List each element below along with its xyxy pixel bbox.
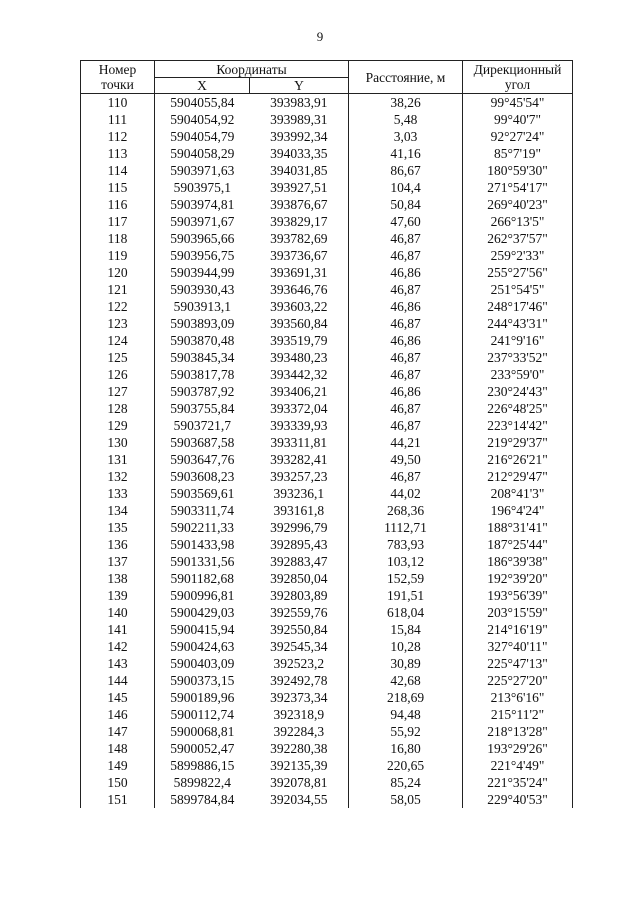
- bearing-cell: 266°13'5": [463, 213, 573, 230]
- distance-cell: 94,48: [349, 706, 463, 723]
- point-number-cell: 145: [81, 689, 155, 706]
- y-coordinate-cell: 392523,2: [273, 655, 325, 671]
- distance-cell: 46,87: [349, 281, 463, 298]
- point-number-cell: 151: [81, 791, 155, 808]
- distance-cell: 46,87: [349, 230, 463, 247]
- table-row: [81, 111, 573, 128]
- distance-cell: 218,69: [349, 689, 463, 706]
- point-number-cell: 150: [81, 774, 155, 791]
- distance-cell: 618,04: [349, 604, 463, 621]
- distance-cell: 85,24: [349, 774, 463, 791]
- table-row: [81, 570, 573, 587]
- point-number-cell: 120: [81, 264, 155, 281]
- bearing-cell: 221°4'49": [463, 757, 573, 774]
- point-number-cell: 141: [81, 621, 155, 638]
- point-number-header-line1: Номер: [98, 62, 137, 77]
- point-number-cell: 116: [81, 196, 155, 213]
- point-number-cell: 110: [81, 94, 155, 112]
- point-number-cell: 147: [81, 723, 155, 740]
- point-number-cell: 128: [81, 400, 155, 417]
- distance-cell: 15,84: [349, 621, 463, 638]
- bearing-cell: 251°54'5": [463, 281, 573, 298]
- x-header: X: [155, 78, 250, 94]
- point-number-cell: 136: [81, 536, 155, 553]
- bearing-cell: 215°11'2": [463, 706, 573, 723]
- bearing-cell: 188°31'41": [463, 519, 573, 536]
- y-coordinate-cell: 392034,55: [270, 791, 328, 807]
- bearing-cell: 271°54'17": [463, 179, 573, 196]
- bearing-cell: 241°9'16": [463, 332, 573, 349]
- bearing-cell: 327°40'11": [463, 638, 573, 655]
- y-coordinate-cell: 392895,43: [270, 536, 328, 552]
- y-coordinate-cell: 393876,67: [270, 196, 328, 212]
- y-coordinate-cell: 392996,79: [270, 519, 328, 535]
- bearing-cell: 230°24'43": [463, 383, 573, 400]
- point-number-cell: 129: [81, 417, 155, 434]
- distance-cell: 191,51: [349, 587, 463, 604]
- x-coordinate-cell: 5899886,15: [155, 757, 250, 774]
- bearing-cell: 213°6'16": [463, 689, 573, 706]
- distance-cell: 47,60: [349, 213, 463, 230]
- distance-cell: 104,4: [349, 179, 463, 196]
- table-row: [81, 281, 573, 298]
- table-row: [81, 179, 573, 196]
- point-number-cell: 113: [81, 145, 155, 162]
- y-coordinate-cell: 394031,85: [270, 162, 328, 178]
- point-number-cell: 137: [81, 553, 155, 570]
- table-row: [81, 536, 573, 553]
- table-row: [81, 638, 573, 655]
- y-coordinate-cell: 393406,21: [270, 383, 328, 399]
- bearing-cell: 233°59'0": [463, 366, 573, 383]
- bearing-cell: 92°27'24": [463, 128, 573, 145]
- point-number-cell: 126: [81, 366, 155, 383]
- table-row: [81, 757, 573, 774]
- x-coordinate-cell: 5903913,1: [155, 298, 250, 315]
- y-coordinate-cell: 393603,22: [270, 298, 328, 314]
- distance-cell: 46,87: [349, 417, 463, 434]
- table-row: [81, 672, 573, 689]
- y-coordinate-cell: 393983,91: [270, 94, 328, 110]
- table-row: [81, 706, 573, 723]
- table-row: [81, 230, 573, 247]
- bearing-cell: 99°40'7": [463, 111, 573, 128]
- table-row: [81, 298, 573, 315]
- x-coordinate-cell: 5900112,74: [155, 706, 250, 723]
- point-number-cell: 124: [81, 332, 155, 349]
- x-coordinate-cell: 5900403,09: [155, 655, 250, 672]
- x-coordinate-cell: 5899822,4: [155, 774, 250, 791]
- x-coordinate-cell: 5901182,68: [155, 570, 250, 587]
- bearing-header: [463, 61, 573, 94]
- table-row: [81, 791, 573, 808]
- y-coordinate-cell: 393372,04: [270, 400, 328, 416]
- point-number-cell: 112: [81, 128, 155, 145]
- x-coordinate-cell: 5901331,56: [155, 553, 250, 570]
- y-coordinate-cell: 393311,81: [270, 434, 328, 450]
- bearing-cell: 219°29'37": [463, 434, 573, 451]
- coordinates-table: [80, 60, 573, 808]
- x-coordinate-cell: 5903975,1: [155, 179, 250, 196]
- bearing-cell: 192°39'20": [463, 570, 573, 587]
- y-coordinate-cell: 393560,84: [270, 315, 328, 331]
- point-number-cell: 122: [81, 298, 155, 315]
- table-row: [81, 128, 573, 145]
- distance-cell: 44,21: [349, 434, 463, 451]
- y-coordinate-cell: 392078,81: [270, 774, 328, 790]
- bearing-header-line2: угол: [504, 77, 531, 92]
- bearing-cell: 269°40'23": [463, 196, 573, 213]
- x-coordinate-cell: 5903845,34: [155, 349, 250, 366]
- table-row: [81, 553, 573, 570]
- y-coordinate-cell: 392550,84: [270, 621, 328, 637]
- y-coordinate-cell: 392883,47: [270, 553, 328, 569]
- coordinates-header: Координаты: [155, 61, 349, 78]
- point-number-cell: 140: [81, 604, 155, 621]
- point-number-header-line2: точки: [101, 77, 134, 92]
- distance-cell: 46,86: [349, 298, 463, 315]
- distance-cell: 49,50: [349, 451, 463, 468]
- point-number-cell: 117: [81, 213, 155, 230]
- bearing-cell: 229°40'53": [463, 791, 573, 808]
- bearing-header-line1: Дирекционный: [473, 62, 562, 77]
- distance-cell: 46,86: [349, 383, 463, 400]
- distance-cell: 46,87: [349, 400, 463, 417]
- y-coordinate-cell: 393282,41: [270, 451, 328, 467]
- x-coordinate-cell: 5904054,79: [155, 128, 250, 145]
- page-number: 9: [316, 29, 324, 44]
- x-coordinate-cell: 5899784,84: [155, 791, 250, 808]
- y-coordinate-cell: 394033,35: [270, 145, 328, 161]
- bearing-cell: 259°2'33": [463, 247, 573, 264]
- x-coordinate-cell: 5903893,09: [155, 315, 250, 332]
- x-coordinate-cell: 5900415,94: [155, 621, 250, 638]
- table-row: [81, 723, 573, 740]
- table-row: [81, 264, 573, 281]
- distance-cell: 1112,71: [349, 519, 463, 536]
- y-coordinate-cell: 392280,38: [270, 740, 328, 756]
- bearing-cell: 262°37'57": [463, 230, 573, 247]
- x-coordinate-cell: 5903974,81: [155, 196, 250, 213]
- x-coordinate-cell: 5901433,98: [155, 536, 250, 553]
- table-row: [81, 689, 573, 706]
- distance-cell: 16,80: [349, 740, 463, 757]
- x-coordinate-cell: 5903608,23: [155, 468, 250, 485]
- table-row: [81, 349, 573, 366]
- table-row: [81, 332, 573, 349]
- distance-cell: 41,16: [349, 145, 463, 162]
- y-coordinate-cell: 393480,23: [270, 349, 328, 365]
- x-coordinate-cell: 5904054,92: [155, 111, 250, 128]
- table-row: [81, 621, 573, 638]
- x-coordinate-cell: 5903311,74: [155, 502, 250, 519]
- table-row: [81, 400, 573, 417]
- y-coordinate-cell: 393989,31: [270, 111, 328, 127]
- table-row: [81, 740, 573, 757]
- y-coordinate-cell: 393829,17: [270, 213, 328, 229]
- point-number-cell: 133: [81, 485, 155, 502]
- bearing-cell: 226°48'25": [463, 400, 573, 417]
- y-coordinate-cell: 392135,39: [270, 757, 328, 773]
- x-coordinate-cell: 5904055,84: [155, 94, 250, 112]
- y-header: Y: [250, 78, 349, 94]
- point-number-cell: 118: [81, 230, 155, 247]
- x-coordinate-cell: 5900189,96: [155, 689, 250, 706]
- distance-cell: 103,12: [349, 553, 463, 570]
- table-row: [81, 655, 573, 672]
- point-number-cell: 142: [81, 638, 155, 655]
- table-row: [81, 366, 573, 383]
- x-coordinate-cell: 5903971,67: [155, 213, 250, 230]
- distance-cell: 3,03: [349, 128, 463, 145]
- y-coordinate-cell: 393442,32: [270, 366, 328, 382]
- y-coordinate-cell: 393646,76: [270, 281, 328, 297]
- point-number-cell: 115: [81, 179, 155, 196]
- table-row: [81, 451, 573, 468]
- point-number-cell: 123: [81, 315, 155, 332]
- x-coordinate-cell: 5903647,76: [155, 451, 250, 468]
- table-row: [81, 94, 573, 112]
- point-number-cell: 143: [81, 655, 155, 672]
- distance-cell: 46,87: [349, 315, 463, 332]
- y-coordinate-cell: 392318,9: [273, 706, 325, 722]
- table-row: [81, 247, 573, 264]
- x-coordinate-cell: 5903944,99: [155, 264, 250, 281]
- y-coordinate-cell: 393691,31: [270, 264, 328, 280]
- bearing-cell: 216°26'21": [463, 451, 573, 468]
- table-row: [81, 519, 573, 536]
- bearing-cell: 193°56'39": [463, 587, 573, 604]
- x-coordinate-cell: 5900373,15: [155, 672, 250, 689]
- y-coordinate-cell: 393236,1: [273, 485, 325, 501]
- point-number-cell: 132: [81, 468, 155, 485]
- distance-cell: 10,28: [349, 638, 463, 655]
- bearing-cell: 196°4'24": [463, 502, 573, 519]
- x-coordinate-cell: 5903956,75: [155, 247, 250, 264]
- table-row: [81, 434, 573, 451]
- distance-cell: 220,65: [349, 757, 463, 774]
- x-coordinate-cell: 5903971,63: [155, 162, 250, 179]
- table-row: [81, 485, 573, 502]
- y-coordinate-cell: 392492,78: [270, 672, 328, 688]
- y-coordinate-cell: 392373,34: [270, 689, 328, 705]
- bearing-cell: 193°29'26": [463, 740, 573, 757]
- distance-cell: 58,05: [349, 791, 463, 808]
- point-number-cell: 138: [81, 570, 155, 587]
- x-coordinate-cell: 5903687,58: [155, 434, 250, 451]
- point-number-cell: 125: [81, 349, 155, 366]
- point-number-cell: 121: [81, 281, 155, 298]
- point-number-cell: 149: [81, 757, 155, 774]
- point-number-cell: 139: [81, 587, 155, 604]
- table-row: [81, 774, 573, 791]
- distance-cell: 38,26: [349, 94, 463, 112]
- distance-cell: 46,87: [349, 366, 463, 383]
- y-coordinate-cell: 393519,79: [270, 332, 328, 348]
- x-coordinate-cell: 5900068,81: [155, 723, 250, 740]
- point-number-cell: 111: [81, 111, 155, 128]
- point-number-cell: 134: [81, 502, 155, 519]
- table-row: [81, 468, 573, 485]
- y-coordinate-cell: 393927,51: [270, 179, 328, 195]
- bearing-cell: 214°16'19": [463, 621, 573, 638]
- table-row: [81, 213, 573, 230]
- distance-header: Расстояние, м: [349, 61, 463, 94]
- bearing-cell: 203°15'59": [463, 604, 573, 621]
- bearing-cell: 223°14'42": [463, 417, 573, 434]
- bearing-cell: 212°29'47": [463, 468, 573, 485]
- distance-cell: 55,92: [349, 723, 463, 740]
- table-row: [81, 162, 573, 179]
- point-number-cell: 130: [81, 434, 155, 451]
- point-number-cell: 114: [81, 162, 155, 179]
- x-coordinate-cell: 5903817,78: [155, 366, 250, 383]
- distance-cell: 50,84: [349, 196, 463, 213]
- bearing-cell: 255°27'56": [463, 264, 573, 281]
- bearing-cell: 85°7'19": [463, 145, 573, 162]
- table-row: [81, 196, 573, 213]
- y-coordinate-cell: 393782,69: [270, 230, 328, 246]
- point-number-header: [81, 61, 155, 94]
- distance-cell: 268,36: [349, 502, 463, 519]
- y-coordinate-cell: 393736,67: [270, 247, 328, 263]
- x-coordinate-cell: 5903965,66: [155, 230, 250, 247]
- table-row: [81, 417, 573, 434]
- distance-cell: 42,68: [349, 672, 463, 689]
- x-coordinate-cell: 5900996,81: [155, 587, 250, 604]
- x-coordinate-cell: 5902211,33: [155, 519, 250, 536]
- y-coordinate-cell: 392284,3: [273, 723, 325, 739]
- bearing-cell: 225°47'13": [463, 655, 573, 672]
- table-row: [81, 383, 573, 400]
- x-coordinate-cell: 5900424,63: [155, 638, 250, 655]
- distance-cell: 44,02: [349, 485, 463, 502]
- x-coordinate-cell: 5903721,7: [155, 417, 250, 434]
- point-number-cell: 135: [81, 519, 155, 536]
- y-coordinate-cell: 393992,34: [270, 128, 328, 144]
- x-coordinate-cell: 5900052,47: [155, 740, 250, 757]
- distance-cell: 46,87: [349, 349, 463, 366]
- distance-cell: 30,89: [349, 655, 463, 672]
- distance-cell: 152,59: [349, 570, 463, 587]
- x-coordinate-cell: 5903870,48: [155, 332, 250, 349]
- y-coordinate-cell: 392545,34: [270, 638, 328, 654]
- distance-cell: 46,87: [349, 468, 463, 485]
- x-coordinate-cell: 5903755,84: [155, 400, 250, 417]
- table-row: [81, 587, 573, 604]
- y-coordinate-cell: 392803,89: [270, 587, 328, 603]
- y-coordinate-cell: 393161,8: [273, 502, 325, 518]
- bearing-cell: 218°13'28": [463, 723, 573, 740]
- x-coordinate-cell: 5903787,92: [155, 383, 250, 400]
- distance-cell: 86,67: [349, 162, 463, 179]
- bearing-cell: 208°41'3": [463, 485, 573, 502]
- bearing-cell: 99°45'54": [463, 94, 573, 112]
- y-coordinate-cell: 392850,04: [270, 570, 328, 586]
- table-row: [81, 604, 573, 621]
- point-number-cell: 131: [81, 451, 155, 468]
- distance-cell: 46,87: [349, 247, 463, 264]
- table-row: [81, 502, 573, 519]
- y-coordinate-cell: 393257,23: [270, 468, 328, 484]
- x-coordinate-cell: 5900429,03: [155, 604, 250, 621]
- x-coordinate-cell: 5904058,29: [155, 145, 250, 162]
- point-number-cell: 127: [81, 383, 155, 400]
- point-number-cell: 119: [81, 247, 155, 264]
- y-coordinate-cell: 393339,93: [270, 417, 328, 433]
- table-row: [81, 315, 573, 332]
- bearing-cell: 248°17'46": [463, 298, 573, 315]
- table-row: [81, 145, 573, 162]
- distance-cell: 5,48: [349, 111, 463, 128]
- bearing-cell: 186°39'38": [463, 553, 573, 570]
- bearing-cell: 237°33'52": [463, 349, 573, 366]
- distance-cell: 46,86: [349, 332, 463, 349]
- distance-cell: 46,86: [349, 264, 463, 281]
- point-number-cell: 144: [81, 672, 155, 689]
- distance-cell: 783,93: [349, 536, 463, 553]
- bearing-cell: 180°59'30": [463, 162, 573, 179]
- bearing-cell: 244°43'31": [463, 315, 573, 332]
- bearing-cell: 221°35'24": [463, 774, 573, 791]
- x-coordinate-cell: 5903930,43: [155, 281, 250, 298]
- point-number-cell: 146: [81, 706, 155, 723]
- bearing-cell: 225°27'20": [463, 672, 573, 689]
- point-number-cell: 148: [81, 740, 155, 757]
- x-coordinate-cell: 5903569,61: [155, 485, 250, 502]
- y-coordinate-cell: 392559,76: [270, 604, 328, 620]
- bearing-cell: 187°25'44": [463, 536, 573, 553]
